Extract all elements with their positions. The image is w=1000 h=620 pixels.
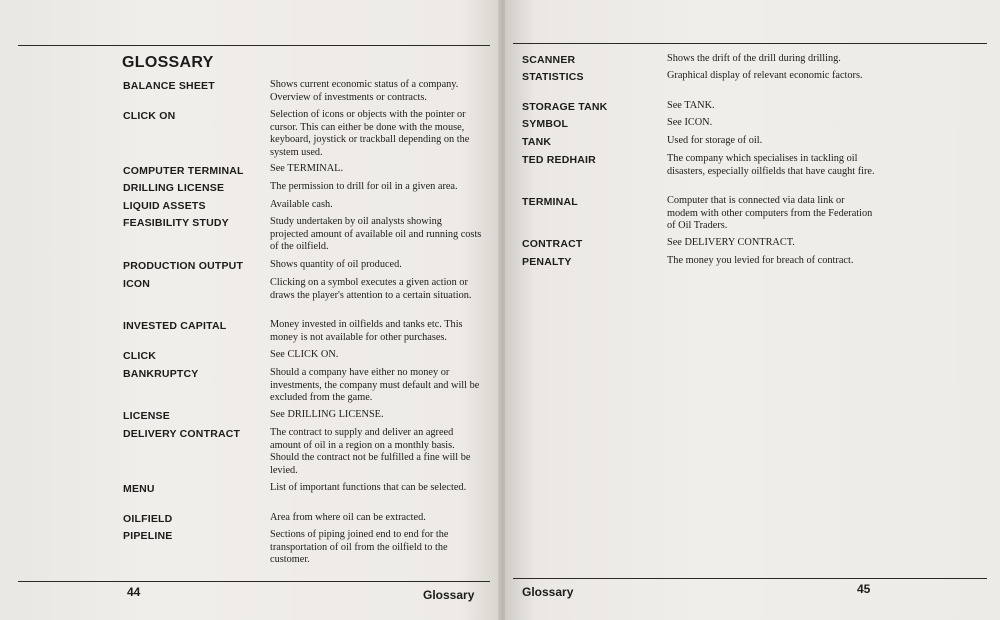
glossary-term: LIQUID ASSETS (123, 200, 206, 212)
glossary-term: SYMBOL (522, 118, 569, 130)
glossary-term: BANKRUPTCY (123, 368, 199, 380)
glossary-definition: See TANK. (667, 100, 715, 111)
glossary-definition: The contract to supply and deliver an agreed amount of oil in a region on a monthly basis. Should the contract not be fulfilled a fine will be levied. (270, 427, 471, 476)
glossary-definition: The money you levied for breach of contract. (667, 255, 854, 266)
glossary-definition: Shows quantity of oil produced. (270, 259, 402, 270)
glossary-term: PRODUCTION OUTPUT (123, 260, 244, 272)
page-number: 44 (127, 585, 141, 599)
glossary-term: CLICK ON (123, 110, 176, 122)
glossary-term: ICON (123, 278, 151, 290)
glossary-definition: The company which specialises in tackling oil disasters, especially oilfields that have caught fire. (667, 153, 875, 177)
glossary-definition: Computer that is connected via data link or modem with other computers from the Federation of Oil Traders. (667, 195, 873, 232)
glossary-term: STATISTICS (522, 71, 584, 83)
footer-title: Glossary (522, 585, 574, 599)
glossary-definition: List of important functions that can be selected. (270, 482, 467, 493)
bottom-rule (513, 578, 987, 579)
glossary-term: TED REDHAIR (522, 154, 596, 166)
glossary-term: STORAGE TANK (522, 101, 608, 113)
page-heading: GLOSSARY (122, 54, 214, 71)
glossary-definition: Area from where oil can be extracted. (270, 512, 426, 523)
glossary-term: MENU (123, 483, 155, 495)
top-rule (513, 43, 987, 44)
glossary-definition: See DELIVERY CONTRACT. (667, 237, 795, 248)
glossary-definition: Should a company have either no money or investments, the company must default and will be excluded from the game. (270, 367, 480, 404)
glossary-term: COMPUTER TERMINAL (123, 165, 244, 177)
glossary-definition: Clicking on a symbol executes a given action or draws the player's attention to a certain situation. (270, 277, 472, 301)
glossary-definition: Sections of piping joined end to end for the transportation of oil from the oilfield to the customer. (270, 529, 449, 566)
glossary-definition: Shows the drift of the drill during drilling. (667, 53, 841, 64)
glossary-definition: See CLICK ON. (270, 349, 339, 360)
glossary-definition: Available cash. (270, 199, 333, 210)
bottom-rule (18, 581, 490, 582)
glossary-definition: See ICON. (667, 117, 713, 128)
glossary-term: OILFIELD (123, 513, 173, 525)
glossary-definition: See TERMINAL. (270, 163, 344, 174)
glossary-definition: See DRILLING LICENSE. (270, 409, 384, 420)
top-rule (18, 45, 490, 46)
glossary-term: PIPELINE (123, 530, 173, 542)
glossary-term: FEASIBILITY STUDY (123, 217, 229, 229)
glossary-definition: The permission to drill for oil in a given area. (270, 181, 458, 192)
glossary-definition: Money invested in oilfields and tanks etc. This money is not available for other purchases. (270, 319, 463, 343)
glossary-definition: Used for storage of oil. (667, 135, 763, 146)
glossary-term: PENALTY (522, 256, 572, 268)
glossary-term: CONTRACT (522, 238, 583, 250)
glossary-term: DRILLING LICENSE (123, 182, 225, 194)
glossary-definition: Study undertaken by oil analysts showing projected amount of available oil and running costs of the oilfield. (270, 216, 482, 253)
glossary-term: INVESTED CAPITAL (123, 320, 227, 332)
glossary-term: DELIVERY CONTRACT (123, 428, 241, 440)
footer-title: Glossary (423, 588, 475, 602)
glossary-term: LICENSE (123, 410, 170, 422)
right-page (505, 0, 1000, 620)
glossary-term: CLICK (123, 350, 157, 362)
glossary-term: TERMINAL (522, 196, 578, 208)
glossary-definition: Selection of icons or objects with the pointer or cursor. This can either be done with the mouse, keyboard, joystick or trackball depending on the system used. (270, 109, 470, 158)
glossary-term: BALANCE SHEET (123, 80, 215, 92)
glossary-definition: Shows current economic status of a company. Overview of investments or contracts. (270, 79, 459, 103)
page-number: 45 (857, 582, 871, 596)
glossary-term: SCANNER (522, 54, 576, 66)
glossary-definition: Graphical display of relevant economic factors. (667, 70, 863, 81)
glossary-term: TANK (522, 136, 552, 148)
